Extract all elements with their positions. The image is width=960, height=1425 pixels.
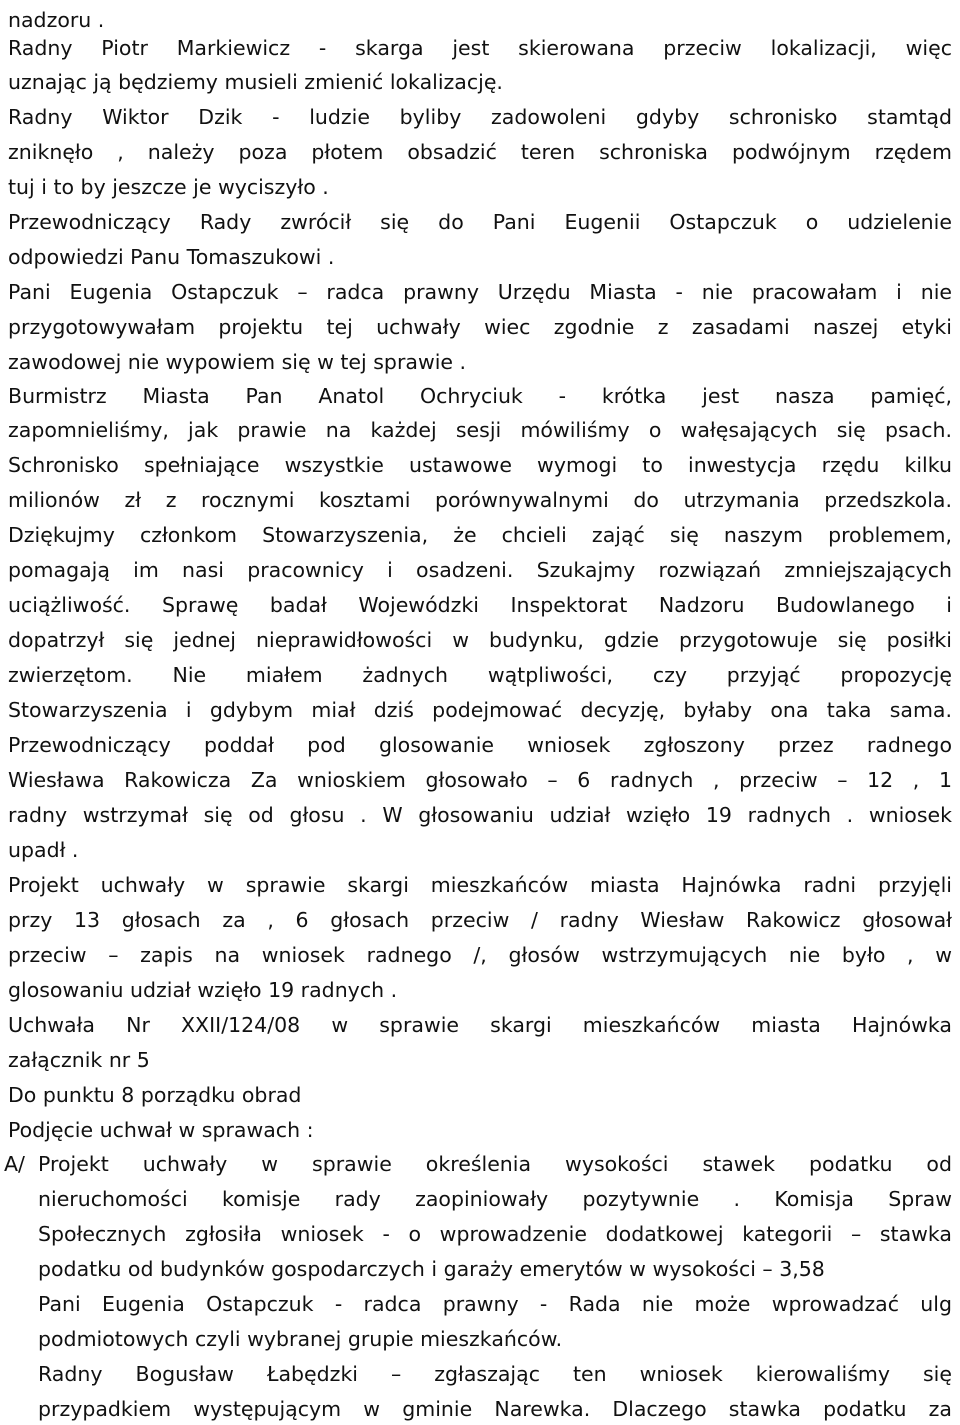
- text-line: tuj i to by jeszcze je wyciszyło .: [8, 175, 329, 199]
- text-line: Projekt uchwały w sprawie określenia wysokości stawek podatku od: [38, 1152, 952, 1176]
- text-line: przypadkiem występującym w gminie Narewka. Dlaczego stawka podatku za: [38, 1397, 952, 1421]
- text-line: nieruchomości komisje rady zaopiniowały pozytywnie . Komisja Spraw: [38, 1187, 952, 1211]
- text-line: upadł .: [8, 838, 79, 862]
- text-line: Pani Eugenia Ostapczuk – radca prawny Urzędu Miasta - nie pracowałam i nie: [8, 280, 952, 304]
- text-line: Przewodniczący Rady zwrócił się do Pani Eugenii Ostapczuk o udzielenie: [8, 210, 952, 234]
- text-line: glosowaniu udział wzięło 19 radnych .: [8, 978, 398, 1002]
- text-line: Projekt uchwały w sprawie skargi mieszkańców miasta Hajnówka radni przyjęli: [8, 873, 952, 897]
- text-line: podmiotowych czyli wybranej grupie mieszkańców.: [38, 1327, 563, 1351]
- text-line: zwierzętom. Nie miałem żadnych wątpliwości, czy przyjąć propozycję: [8, 663, 952, 687]
- text-line: Do punktu 8 porządku obrad: [8, 1083, 302, 1107]
- text-line: Radny Wiktor Dzik - ludzie byliby zadowoleni gdyby schronisko stamtąd: [8, 105, 952, 129]
- text-line: podatku od budynków gospodarczych i garaży emerytów w wysokości – 3,58: [38, 1257, 825, 1281]
- text-line: załącznik nr 5: [8, 1048, 150, 1072]
- text-line: milionów zł z rocznymi kosztami porównywalnymi do utrzymania przedszkola.: [8, 488, 952, 512]
- text-line: Dziękujmy członkom Stowarzyszenia, że chcieli zająć się naszym problemem,: [8, 523, 952, 547]
- text-line: Uchwała Nr XXII/124/08 w sprawie skargi mieszkańców miasta Hajnówka: [8, 1013, 952, 1037]
- text-line: uciążliwość. Sprawę badał Wojewódzki Inspektorat Nadzoru Budowlanego i: [8, 593, 952, 617]
- text-line: Podjęcie uchwał w sprawach :: [8, 1118, 314, 1142]
- text-line: dopatrzył się jednej nieprawidłowości w budynku, gdzie przygotowuje się posiłki: [8, 628, 952, 652]
- text-line: Schronisko spełniające wszystkie ustawowe wymogi to inwestycja rzędu kilku: [8, 453, 952, 477]
- text-line: Przewodniczący poddał pod glosowanie wniosek zgłoszony przez radnego: [8, 733, 952, 757]
- text-line: Pani Eugenia Ostapczuk - radca prawny - Rada nie może wprowadzać ulg: [38, 1292, 952, 1316]
- text-line: Stowarzyszenia i gdybym miał dziś podejmować decyzję, byłaby ona taka sama.: [8, 698, 952, 722]
- text-line: radny wstrzymał się od głosu . W głosowaniu udział wzięło 19 radnych . wniosek: [8, 803, 952, 827]
- text-line: Radny Piotr Markiewicz - skarga jest skierowana przeciw lokalizacji, więc: [8, 36, 952, 60]
- text-line: Wiesława Rakowicza Za wnioskiem głosowało – 6 radnych , przeciw – 12 , 1: [8, 768, 952, 792]
- text-line: przygotowywałam projektu tej uchwały wiec zgodnie z zasadami naszej etyki: [8, 315, 952, 339]
- text-line: uznając ją będziemy musieli zmienić lokalizację.: [8, 70, 503, 94]
- list-marker: A/: [4, 1152, 25, 1176]
- text-line: przeciw – zapis na wniosek radnego /, głosów wstrzymujących nie było , w: [8, 943, 952, 967]
- text-line: odpowiedzi Panu Tomaszukowi .: [8, 245, 335, 269]
- text-line: zawodowej nie wypowiem się w tej sprawie .: [8, 350, 467, 374]
- text-line: nadzoru .: [8, 8, 105, 32]
- text-line: pomagają im nasi pracownicy i osadzeni. Szukajmy rozwiązań zmniejszających: [8, 558, 952, 582]
- text-line: Radny Bogusław Łabędzki – zgłaszając ten wniosek kierowaliśmy się: [38, 1362, 952, 1386]
- text-line: Społecznych zgłosiła wniosek - o wprowadzenie dodatkowej kategorii – stawka: [38, 1222, 952, 1246]
- text-line: przy 13 głosach za , 6 głosach przeciw / radny Wiesław Rakowicz głosował: [8, 908, 952, 932]
- text-line: zniknęło , należy poza płotem obsadzić teren schroniska podwójnym rzędem: [8, 140, 952, 164]
- text-line: zapomnieliśmy, jak prawie na każdej sesji mówiliśmy o wałęsających się psach.: [8, 418, 952, 442]
- text-line: Burmistrz Miasta Pan Anatol Ochryciuk - krótka jest nasza pamięć,: [8, 384, 952, 408]
